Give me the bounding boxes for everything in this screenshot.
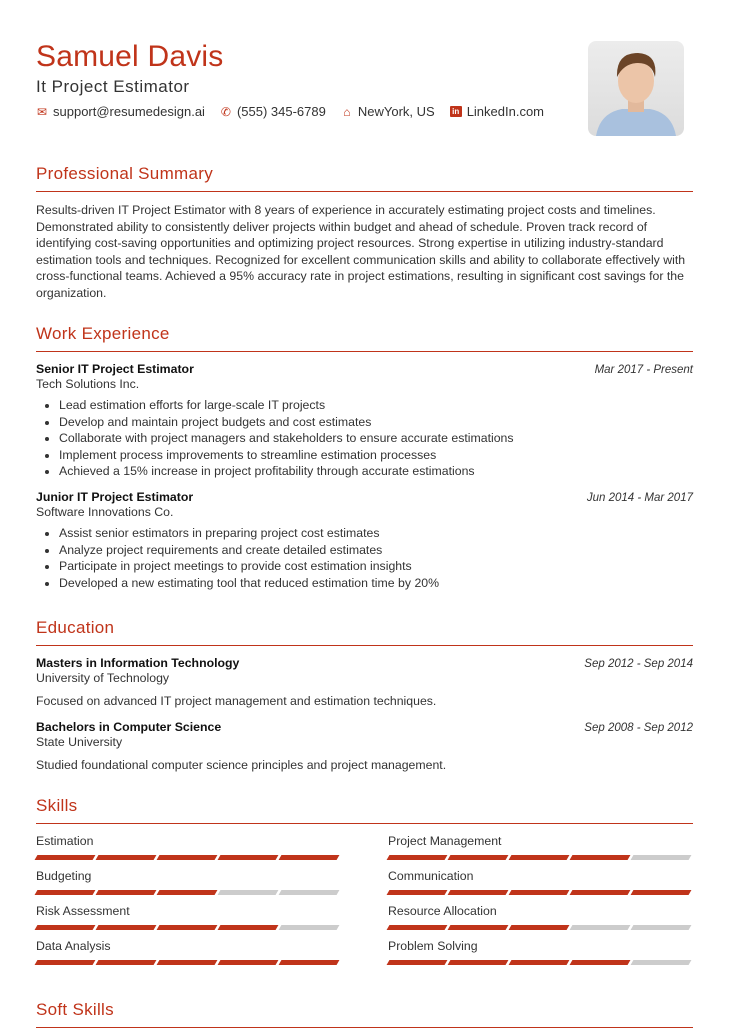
skill-bar-filled [218,960,279,965]
bullet: • Implement process improvements to streamline estimation processes [59,447,693,464]
education-entry [36,720,693,774]
skill-item [36,869,341,895]
degree: Masters in Information Technology [36,656,240,670]
skill-bar-empty [570,925,631,930]
job-bullets [59,397,693,480]
skill-bar-filled [509,960,570,965]
envelope-icon: ✉ [36,104,48,119]
skill-level [36,960,341,965]
skill-bar-empty [631,855,692,860]
skills-section [36,796,693,965]
skill-level [388,960,693,965]
linkedin-icon: in [450,106,462,117]
section-heading: Work Experience [36,324,693,352]
section-heading: Education [36,618,693,646]
skill-bar-filled [570,960,631,965]
linkedin-text: LinkedIn.com [466,104,545,119]
skill-bar-filled [96,855,157,860]
contact-row [36,104,544,119]
candidate-name: Samuel Davis [36,40,224,73]
phone-icon: ✆ [220,104,231,119]
skill-bar-filled [279,960,340,965]
bullet: • Participate in project meetings to provide cost estimation insights [59,558,693,575]
skill-item [36,939,341,965]
phone-text: (555) 345-6789 [236,104,326,119]
skill-bar-filled [35,855,96,860]
company: Tech Solutions Inc. [36,377,140,391]
skill-name: Problem Solving [388,939,478,953]
edu-dates: Sep 2008 - Sep 2012 [584,721,693,734]
skill-level [388,855,693,860]
bullet: • Developed a new estimating tool that reduced estimation time by 20% [59,575,693,592]
skill-level [388,890,693,895]
skill-bar-filled [448,855,509,860]
contact-email[interactable] [36,104,205,119]
skill-bar-filled [218,855,279,860]
bullet: • Analyze project requirements and create detailed estimates [59,542,693,559]
skill-item [388,869,693,895]
skill-bar-filled [157,855,218,860]
skill-bar-filled [387,925,448,930]
skill-bar-empty [218,890,279,895]
job-dates: Mar 2017 - Present [594,364,693,376]
skill-bar-filled [387,890,448,895]
company: Software Innovations Co. [36,504,174,519]
skill-level [36,925,341,930]
contact-location [341,104,435,119]
skill-bar-filled [157,925,218,930]
skill-bar-filled [509,890,570,895]
skill-name: Data Analysis [36,939,111,953]
skill-bar-filled [96,960,157,965]
skill-bar-filled [35,890,96,895]
job-title: It Project Estimator [36,77,190,96]
experience-section [36,324,693,591]
edu-desc: Studied foundational computer science principles and project management. [36,757,447,772]
job-bullets [59,525,693,591]
skill-level [36,890,341,895]
skill-bar-filled [631,890,692,895]
education-section [36,618,693,773]
skill-bar-filled [448,890,509,895]
job-role: Senior IT Project Estimator [36,362,194,376]
skill-bar-empty [631,960,692,965]
skill-bar-filled [509,925,570,930]
section-heading: Skills [36,796,693,824]
skill-name: Project Management [388,834,502,848]
skill-name: Estimation [36,834,94,848]
skill-item [388,834,693,860]
skill-item [388,904,693,930]
contact-phone[interactable] [220,104,326,119]
skill-bar-filled [387,960,448,965]
location-text: NewYork, US [357,104,435,119]
skill-name: Communication [388,869,474,883]
skill-item [36,834,341,860]
contact-linkedin[interactable] [450,104,544,119]
skill-bar-filled [448,960,509,965]
bullet: • Collaborate with project managers and stakeholders to ensure accurate estimations [59,430,693,447]
skill-bar-empty [279,925,340,930]
job-role: Junior IT Project Estimator [36,489,194,504]
skill-bar-filled [35,925,96,930]
skill-bar-filled [509,855,570,860]
skill-bar-filled [570,890,631,895]
skill-level [36,855,341,860]
skill-item [388,939,693,965]
summary-text: Results-driven IT Project Estimator with 8 years of experience in accurately estimating project costs and timelines. Demonstrated ability to consistently deliver projects within budget and ahead of schedule. Proven track record of identifying cost-saving opportunities and optimizing project resources. Strong expertise in utilizing industry-standard estimation tools and techniques. Recognized for excellent communication skills and ability to collaborate effectively with cross-functional teams. Achieved a 95% accuracy rate in project estimations, resulting in significant cost savings for the organization. [36,203,686,300]
section-heading: Soft Skills [36,1000,693,1028]
skill-bar-filled [157,960,218,965]
bullet: • Achieved a 15% increase in project profitability through accurate estimations [59,463,693,480]
job-dates: Jun 2014 - Mar 2017 [586,491,693,504]
skill-bar-filled [96,925,157,930]
degree: Bachelors in Computer Science [36,719,222,734]
skill-bar-filled [157,890,218,895]
education-entry [36,656,693,710]
school: State University [36,734,123,749]
skill-bar-filled [218,925,279,930]
bullet: • Lead estimation efforts for large-scale IT projects [59,397,693,414]
edu-desc: Focused on advanced IT project management and estimation techniques. [36,694,437,708]
section-heading: Professional Summary [36,164,693,192]
home-icon: ⌂ [343,104,351,119]
skill-name: Resource Allocation [388,904,497,918]
summary-section [36,164,693,302]
skill-item [36,904,341,930]
skill-name: Budgeting [36,869,92,883]
job-entry [36,362,693,480]
bullet: • Assist senior estimators in preparing project cost estimates [59,525,693,542]
job-entry [36,490,693,591]
skill-level [388,925,693,930]
email-text: support@resumedesign.ai [53,104,205,119]
skill-bar-empty [279,890,340,895]
skill-bar-filled [387,855,448,860]
school: University of Technology [36,671,170,685]
skill-bar-filled [570,855,631,860]
skill-bar-filled [448,925,509,930]
bullet: • Develop and maintain project budgets and cost estimates [59,414,693,431]
profile-photo [588,41,684,136]
edu-dates: Sep 2012 - Sep 2014 [584,658,693,670]
skill-bar-empty [631,925,692,930]
skill-bar-filled [96,890,157,895]
skill-bar-filled [35,960,96,965]
skill-bar-filled [279,855,340,860]
skill-name: Risk Assessment [36,904,130,918]
